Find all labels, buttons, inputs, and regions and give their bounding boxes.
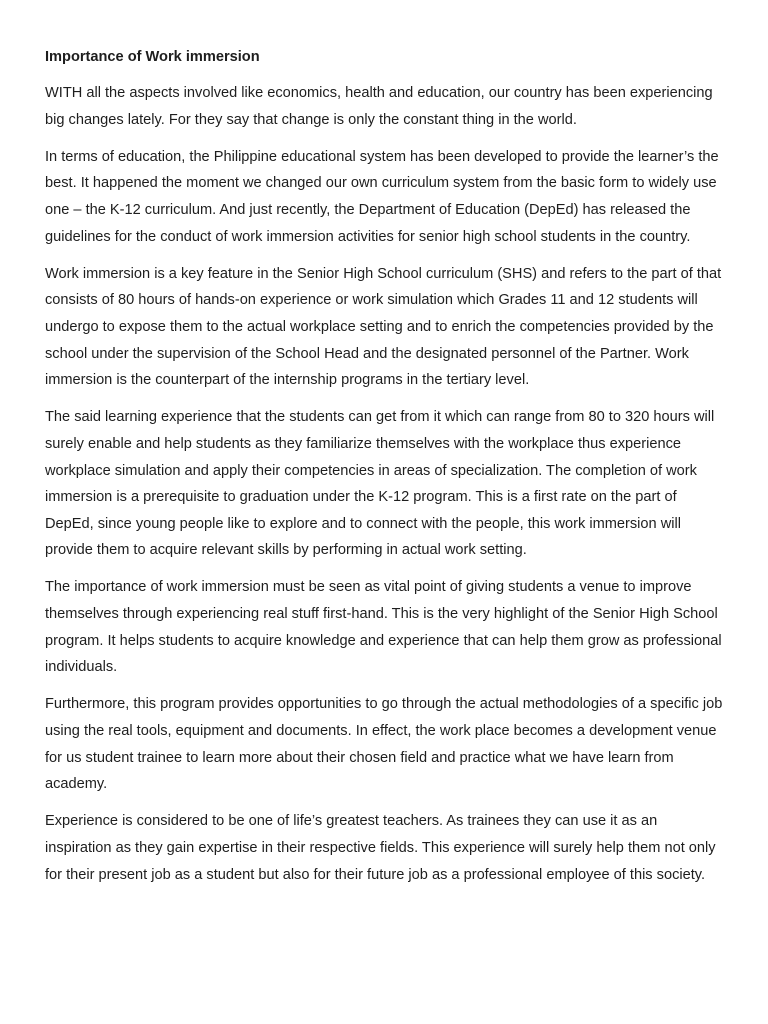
document-title: Importance of Work immersion (45, 49, 260, 65)
paragraph-opportunities: Furthermore, this program provides opportunities to go through the actual methodologies of a specific job using the real tools, equipment and documents. In effect, the work place becomes a development venue for us student trainee to learn more about their chosen field and practice what we have learn from academy. (45, 696, 723, 793)
paragraph-learning-experience: The said learning experience that the students can get from it which can range from 80 to 320 hours will surely enable and help students as they familiarize themselves with the workplace thus experience workplace simulation and apply their competencies in areas of specialization. The completion of work immersion is a prerequisite to graduation under the K-12 program. This is a first rate on the part of DepEd, since young people like to explore and to connect with the people, this work immersion will provide them to acquire relevant skills by performing in actual work setting. (45, 409, 715, 559)
paragraph-education: In terms of education, the Philippine educational system has been developed to provide the learner’s the best. It happened the moment we changed our own curriculum system from the basic form to widely use one – the K-12 curriculum. And just recently, the Department of Education (DepEd) has released the guidelines for the conduct of work immersion activities for senior high school students in the country. (45, 148, 719, 245)
paragraph-experience: Experience is considered to be one of life’s greatest teachers. As trainees they can use it as an inspiration as they gain expertise in their respective fields. This experience will surely help them not only for their present job as a student but also for their future job as a professional employee of this society. (45, 813, 716, 883)
paragraph-work-immersion-definition: Work immersion is a key feature in the Senior High School curriculum (SHS) and refers to the part of that consists of 80 hours of hands-on experience or work simulation which Grades 11 and 12 students will undergo to expose them to the actual workplace setting and to enrich the competencies provided by the school under the supervision of the School Head and the designated personnel of the Partner. Work immersion is the counterpart of the internship programs in the tertiary level. (45, 265, 722, 389)
document-page (45, 44, 725, 899)
paragraph-importance: The importance of work immersion must be seen as vital point of giving students a venue to improve themselves through experiencing real stuff first-hand. This is the very highlight of the Senior High School program. It helps students to acquire knowledge and experience that can help them grow as professional individuals. (45, 579, 722, 676)
paragraph-intro: WITH all the aspects involved like economics, health and education, our country has been experiencing big changes lately. For they say that change is only the constant thing in the world. (45, 85, 713, 128)
